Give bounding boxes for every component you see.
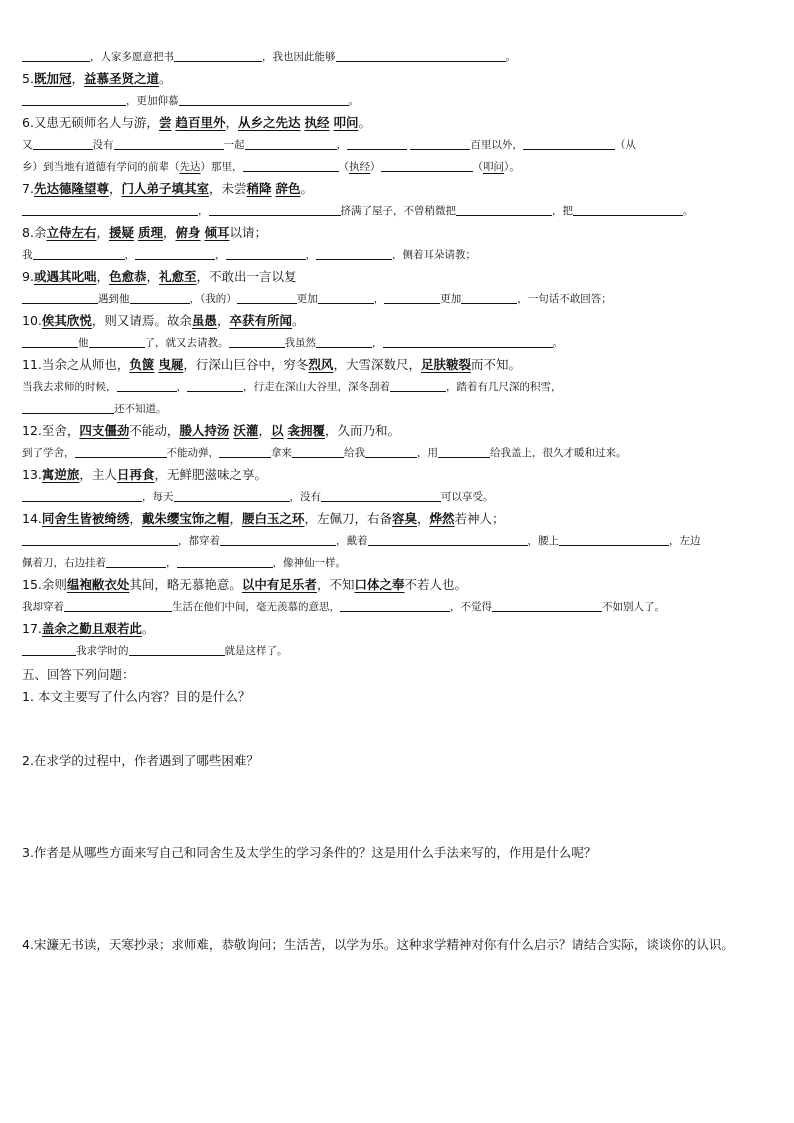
key-phrase: 尝 [158,115,172,130]
text-run: ， [372,337,383,349]
translation-line [22,530,774,552]
key-phrase: 盖余之勤且艰若此 [41,621,142,636]
answer-blank[interactable] [347,135,407,150]
answer-blank[interactable] [33,245,125,260]
text-run: 17. [22,621,42,636]
text-run: 更加 [296,293,318,305]
text-run: ，不知 [316,577,355,592]
answer-blank[interactable] [89,333,145,348]
key-phrase: 缊袍敝衣处 [66,577,130,592]
answer-space[interactable] [22,864,774,934]
key-phrase: 虽愚 [191,313,217,328]
answer-blank[interactable] [410,135,470,150]
answer-blank[interactable] [187,377,243,392]
answer-blank[interactable] [316,333,372,348]
text-run: ，用 [417,447,438,459]
text-run: ， [216,313,230,328]
translation-line [22,332,774,354]
source-sentence [22,68,774,90]
text-run: 13. [22,467,42,482]
text-run: 其间，略无慕艳意。 [129,577,242,592]
source-sentence [22,222,774,244]
text-run: 8.余 [22,225,47,240]
source-sentence [22,508,774,530]
text-run: ，都穿着 [178,535,220,547]
answer-blank[interactable] [340,597,450,612]
text-run: ，主人 [79,467,117,482]
text-run: ， [417,511,430,526]
translation-line [22,640,774,662]
text-run: 百里以外， [470,139,523,151]
text-run: ，行深山巨谷中，穷冬 [183,357,309,372]
text-run: 6.又患无硕师名人与游， [22,115,159,130]
text-run: （从 [614,139,636,151]
text-run: ，没有 [289,491,321,503]
text-run: 生活在他们中间，毫无羡慕的意思， [172,601,340,613]
text-run: ， [129,511,142,526]
answer-blank[interactable] [129,641,225,656]
answer-blank[interactable] [22,333,78,348]
text-run: 。 [552,337,563,349]
key-phrase: 先达 [179,161,201,173]
answer-blank[interactable] [390,377,446,392]
answer-blank[interactable] [523,135,615,150]
answer-blank[interactable] [22,487,142,502]
source-sentence [22,574,774,596]
key-phrase: 稍降 [246,181,272,196]
key-phrase: 足肤皲裂 [420,357,471,372]
text-run: 给我盖上，很久才暖和过来。 [490,447,627,459]
answer-blank[interactable] [237,289,297,304]
key-phrase: 烨然 [429,511,455,526]
answer-blank[interactable] [229,333,285,348]
text-run: 。 [683,205,694,217]
translation-line [22,244,774,266]
answer-blank[interactable] [492,597,602,612]
answer-blank[interactable] [245,135,337,150]
answer-blank[interactable] [243,157,339,172]
source-sentence [22,464,774,486]
answer-blank[interactable] [177,553,273,568]
key-phrase: 既加冠 [33,71,72,86]
answer-blank[interactable] [174,487,290,502]
text-run: ， [71,71,84,86]
key-phrase: 执经 [349,161,370,173]
answer-blank[interactable] [179,91,349,106]
answer-blank[interactable] [292,443,344,458]
text-run: ， [336,139,347,151]
key-phrase: 或遇其叱咄 [33,269,97,284]
answer-blank[interactable] [461,289,517,304]
key-phrase: 质理 [137,225,163,240]
key-phrase: 门人弟子填其室 [121,181,209,196]
text-run: ，更加仰慕 [126,95,179,107]
translation-exercise-list [22,46,774,662]
key-phrase: 俟其欣悦 [41,313,92,328]
text-run: ， [373,293,385,305]
translation-line [22,156,774,178]
key-phrase: 辞色 [275,181,301,196]
text-run: ， [162,225,176,240]
answer-blank[interactable] [22,399,114,414]
key-phrase: 色愈恭 [108,269,147,284]
text-run: ，行走在深山大谷里，深冬刮着 [243,381,390,393]
text-run: 。 [158,71,172,86]
text-run: 不若人也。 [404,577,467,592]
question-2: 2.在求学的过程中，作者遇到了哪些困难？ [22,753,259,768]
text-run: 不能动弹， [166,447,219,459]
answer-space[interactable] [22,708,774,750]
key-phrase: 倾耳 [204,225,230,240]
text-run: ， [258,423,271,438]
text-run: 。 [358,115,371,130]
answer-blank[interactable] [33,135,93,150]
source-sentence [22,178,774,200]
text-run: ，人家多愿意把书 [90,51,174,63]
key-phrase: 叩问 [333,115,359,130]
key-phrase: 曳屣 [158,357,184,372]
text-run: 我 [22,249,33,261]
text-run: 14. [22,511,42,526]
translation-line [22,486,774,508]
text-run: 还不知道。 [114,403,167,415]
key-phrase: 沃灌 [233,423,259,438]
text-run: 给我 [344,447,365,459]
answer-blank[interactable] [75,443,167,458]
text-run: ，久而乃和。 [324,423,400,438]
text-run: ，腰上 [527,535,559,547]
answer-blank[interactable] [209,201,341,216]
text-run: 我却穿着 [22,601,64,613]
key-phrase: 容臭 [391,511,417,526]
answer-blank[interactable] [22,201,198,216]
key-phrase: 寓逆旅 [41,467,80,482]
answer-blank[interactable] [135,245,215,260]
key-phrase: 益慕圣贤之道 [83,71,159,86]
text-run: 15.余则 [22,577,67,592]
answer-blank[interactable] [220,531,336,546]
text-run: 拿来 [271,447,292,459]
text-run: ，未尝 [208,181,247,196]
key-phrase: 四支僵劲 [79,423,130,438]
answer-blank[interactable] [381,157,473,172]
question-list [22,686,774,956]
text-run: 7. [22,181,34,196]
answer-blank[interactable] [321,487,441,502]
text-run: ） [370,161,381,173]
answer-blank[interactable] [336,47,506,62]
answer-blank[interactable] [22,47,90,62]
text-run: 可以享受。 [441,491,494,503]
text-run: ， [166,557,177,569]
text-run: 5. [22,71,34,86]
text-run: ，左佩刀，右备 [304,511,392,526]
text-run: 乡）到当地有道德有学问的前辈（ [22,161,180,173]
key-phrase: 执经 [304,115,330,130]
text-run: 10. [22,313,42,328]
answer-blank[interactable] [114,135,224,150]
text-run: ， [124,249,135,261]
text-run: ， [108,181,122,196]
answer-blank[interactable] [106,553,166,568]
source-sentence [22,618,774,640]
translation-line [22,596,774,618]
text-run: ， [96,269,109,284]
section-title: 五、回答下列问题： [22,667,135,682]
text-run: 。 [505,51,516,63]
text-run: 佩着刀，右边挂着 [22,557,106,569]
answer-blank[interactable] [219,443,271,458]
text-run: ，大雪深数尺， [333,357,421,372]
text-run: ，像神仙一样。 [272,557,346,569]
text-run: 11.当余之从师也， [22,357,130,372]
key-phrase: 援疑 [108,225,134,240]
text-run: 他 [78,337,89,349]
question-4: 4.宋濂无书读，天寒抄录；求师难，恭敬询问；生活苦，以学为乐。这种求学精神对你有什么启示？请结合实际，谈谈你的认识。 [22,937,734,952]
answer-blank[interactable] [365,443,417,458]
key-phrase: 戴朱缨宝饰之帽 [141,511,230,526]
text-run: ，无鲜肥滋味之享。 [154,467,267,482]
text-run: ）那里， [200,161,243,173]
text-run: 。 [348,95,359,107]
answer-blank[interactable] [573,201,683,216]
answer-blank[interactable] [174,47,262,62]
text-run: 更加 [440,293,462,305]
key-phrase: 腰白玉之环 [241,511,305,526]
answer-blank[interactable] [438,443,490,458]
answer-blank[interactable] [22,531,178,546]
key-phrase: 烈风 [308,357,334,372]
text-run: 挤满了屋子，不曾稍微把 [340,205,456,217]
translation-line [22,134,774,156]
key-phrase: 先达德隆望尊 [33,181,109,196]
answer-space[interactable] [22,772,774,842]
worksheet-page [22,46,774,956]
key-phrase: 俯身 [175,225,201,240]
text-run: 。 [291,313,305,328]
answer-blank[interactable] [318,289,374,304]
translation-line [22,442,774,464]
answer-blank[interactable] [117,377,177,392]
answer-blank[interactable] [22,641,76,656]
key-phrase: 以中有足乐者 [241,577,317,592]
answer-blank[interactable] [456,201,552,216]
text-run: ， [225,115,238,130]
source-sentence [22,266,774,288]
source-sentence [22,112,774,134]
key-phrase: 媵人持汤 [179,423,230,438]
answer-blank[interactable] [559,531,669,546]
text-run: ， [305,249,316,261]
answer-blank[interactable] [316,245,392,260]
answer-blank[interactable] [384,289,440,304]
text-run: ，不敢出一言以复 [196,269,297,284]
text-run: 不能动， [129,423,180,438]
translation-line [22,46,774,68]
text-run: ，把 [552,205,573,217]
text-run: 。 [300,181,314,196]
text-run: ，（我的） [189,293,237,305]
key-phrase: 趋百里外 [175,115,226,130]
text-run: ， [176,381,187,393]
text-run: ， [146,269,159,284]
text-run: 没有 [92,139,114,151]
translation-line [22,288,774,310]
text-run: 了，就又去请教。 [144,337,229,349]
source-sentence [22,310,774,332]
text-run: ， [215,249,226,261]
key-phrase: 卒获有所闻 [229,313,292,328]
answer-blank[interactable] [130,289,190,304]
key-phrase: 口体之奉 [354,577,405,592]
text-run: ，每天 [142,491,174,503]
key-phrase: 叩问 [483,161,504,173]
text-run: 我求学时的 [76,645,129,657]
source-sentence [22,420,774,442]
text-run: 12.至舍， [22,423,80,438]
text-run: 。 [141,621,155,636]
key-phrase: 负箧 [129,357,155,372]
key-phrase: 从乡之先达 [237,115,301,130]
answer-blank[interactable] [22,289,98,304]
translation-line [22,200,774,222]
key-phrase: 以 [270,423,284,438]
translation-line [22,376,774,398]
source-sentence [22,354,774,376]
answer-blank[interactable] [226,245,306,260]
text-run: 到了学舍， [22,447,75,459]
text-run: ，一句话不敢回答； [517,293,612,305]
key-phrase: 礼愈至 [159,269,197,284]
text-run: ，则又请焉。故余 [91,313,192,328]
translation-line [22,552,774,574]
text-run: （ [338,161,349,173]
text-run: ， [198,205,209,217]
answer-blank[interactable] [64,597,172,612]
text-run: ，不觉得 [450,601,492,613]
text-run: 就是这样了。 [224,645,288,657]
key-phrase: 日再食 [116,467,155,482]
answer-blank[interactable] [368,531,528,546]
text-run: ）。 [504,161,520,173]
text-run: 9. [22,269,34,284]
text-run: 一起 [223,139,245,151]
text-run: 而不知。 [470,357,521,372]
text-run: ， [229,511,242,526]
text-run: ，踏着有几尺深的积雪， [446,381,562,393]
text-run: 以请； [229,225,268,240]
key-phrase: 衾拥覆 [287,423,325,438]
text-run: 我虽然 [284,337,316,349]
key-phrase: 同舍生皆被绮绣 [41,511,130,526]
answer-blank[interactable] [383,333,553,348]
text-run: 不如别人了。 [602,601,665,613]
translation-line [22,398,774,420]
text-run: ，左边 [669,535,701,547]
text-run: （ [472,161,483,173]
question-3: 3.作者是从哪些方面来写自己和同舍生及太学生的学习条件的？这是用什么手法来写的，作用是什么呢？ [22,845,597,860]
text-run: ，我也因此能够 [262,51,336,63]
key-phrase: 立侍左右 [46,225,97,240]
text-run: 当我去求师的时候， [22,381,117,393]
text-run: 又 [22,139,33,151]
text-run: ， [96,225,109,240]
text-run: ，侧着耳朵请教； [392,249,476,261]
text-run: ，戴着 [336,535,368,547]
text-run: 遇到他 [98,293,130,305]
translation-line [22,90,774,112]
answer-blank[interactable] [22,91,126,106]
question-1: 1. 本文主要写了什么内容？目的是什么？ [22,689,251,704]
text-run: 若神人； [454,511,505,526]
